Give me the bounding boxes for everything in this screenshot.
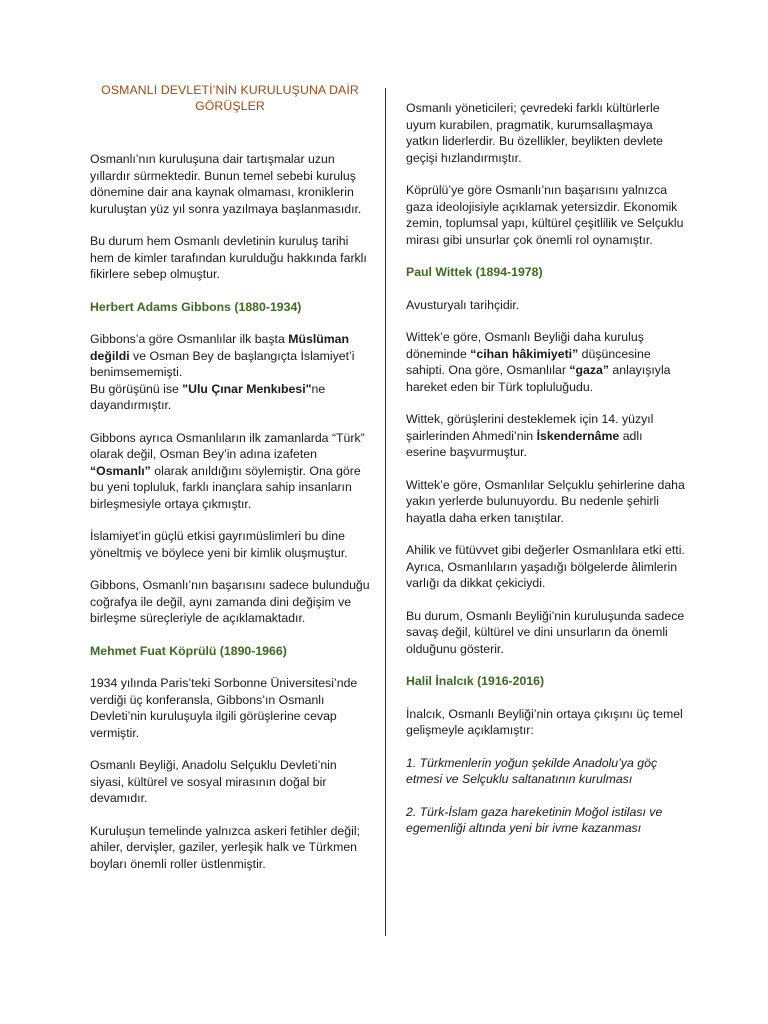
bold-run: İskendernâme bbox=[536, 428, 620, 443]
koprulu-paragraph-1: 1934 yılında Paris’teki Sorbonne Üniversitesi’nde verdiği üç konferansla, Gibbons’ın Osmanlı Devleti’nin kuruluşuyla ilgili görüşlerine cevap vermiştir. bbox=[90, 676, 358, 740]
text-run: ne dayandırmıştır. bbox=[90, 381, 326, 412]
wittek-paragraph-4: Wittek’e göre, Osmanlılar Selçuklu şehirlerine daha yakın yerlerde bulunuyordu. Bu nedenle şehirli hayatla daha erken tanıştılar. bbox=[406, 477, 685, 525]
heading-koprulu: Mehmet Fuat Köprülü (1890-1966) bbox=[90, 643, 287, 658]
wittek-paragraph-3 bbox=[406, 411, 686, 461]
bold-run: “Osmanlı” bbox=[90, 463, 151, 478]
wittek-paragraph-2 bbox=[406, 329, 686, 395]
heading-inalcik: Halil İnalcık (1916-2016) bbox=[406, 674, 545, 688]
inalcik-point-1: 1. Türkmenlerin yoğun şekilde Anadolu’ya göç etmesi ve Selçuklu saltanatının kurulması bbox=[406, 755, 658, 786]
text-run: düşüncesine sahipti. Ona göre, Osmanlılar bbox=[406, 346, 651, 377]
text-run: Gibbons ayrıca Osmanlıların ilk zamanlarda “Türk” olarak değil, Osman Bey’in adına izafeten bbox=[90, 430, 365, 461]
wittek-paragraph-5: Ahilik ve fütüvvet gibi değerler Osmanlılara etki etti. Ayrıca, Osmanlıların yaşadığı bölgelerde âlimlerin varlığı da dikkat çekiciydi. bbox=[406, 543, 685, 590]
text-run: adlı eserine başvurmuştur. bbox=[406, 428, 643, 459]
bold-run: “cihan hâkimiyeti” bbox=[470, 346, 579, 361]
koprulu-paragraph-2: Osmanlı Beyliği, Anadolu Selçuklu Devleti’nin siyasi, kültürel ve sosyal mirasının doğal bir devamıdır. bbox=[90, 758, 337, 805]
bold-run: Müslüman değildi bbox=[90, 332, 350, 363]
intro-paragraph-1: Osmanlı’nın kuruluşuna dair tartışmalar uzun yıllardır sürmektedir. Bunun temel sebebi kuruluş dönemine dair ana kaynak olmaması, kroniklerin kuruluştan yüz yıl sonra yazılmaya başlanmasıdır. bbox=[90, 152, 362, 216]
left-column bbox=[90, 82, 370, 888]
koprulu-paragraph-4: Osmanlı yöneticileri; çevredeki farklı kültürlerle uyum kurabilen, pragmatik, kurumsallaşmaya yatkın liderlerdir. Bu özellikler, beylikten devlete geçişi hızlandırmıştır. bbox=[406, 101, 663, 165]
text-run: Wittek’e göre, Osmanlı Beyliği daha kuruluş döneminde bbox=[406, 330, 644, 361]
title-line-2: GÖRÜŞLER bbox=[195, 99, 265, 113]
gibbons-paragraph-2 bbox=[90, 430, 370, 513]
bold-run: "Ulu Çınar Menkıbesi" bbox=[182, 381, 312, 396]
document-title bbox=[90, 82, 370, 114]
text-run: anlayışıyla hareket eden bir Türk topluluğudu. bbox=[406, 363, 671, 394]
text-run: Gibbons’a göre Osmanlılar ilk başta bbox=[90, 332, 289, 346]
heading-wittek: Paul Wittek (1894-1978) bbox=[406, 265, 543, 279]
right-column bbox=[406, 100, 686, 853]
text-run: Wittek, görüşlerini desteklemek için 14. yüzyıl şairlerinden Ahmedi’nin bbox=[406, 412, 654, 443]
column-divider bbox=[385, 88, 386, 936]
bold-run: “gaza” bbox=[569, 363, 609, 377]
koprulu-paragraph-5: Köprülü’ye göre Osmanlı’nın başarısını yalnızca gaza ideolojisiyle açıklamak yetersizdir. Ekonomik zemin, toplumsal yapı, kültürel çeşitlilik ve Selçuklu mirası gibi unsurlar çok önemli rol oynamıştır. bbox=[406, 183, 684, 247]
koprulu-paragraph-3: Kuruluşun temelinde yalnızca askeri fetihler değil; ahiler, dervişler, gaziler, yerleşik halk ve Türkmen boyları önemli roller üstlenmiştir. bbox=[90, 823, 360, 871]
text-run: olarak anıldığını söylemiştir. Ona göre bu yeni topluluk, farklı inançlara sahip insanların birleşmesiyle ortaya çıkmıştır. bbox=[90, 463, 361, 511]
intro-paragraph-2: Bu durum hem Osmanlı devletinin kuruluş tarihi hem de kimler tarafından kurulduğu hakkında farklı fikirlere sebep olmuştur. bbox=[90, 234, 367, 281]
wittek-paragraph-1: Avusturyalı tarihçidir. bbox=[406, 297, 520, 312]
wittek-paragraph-6: Bu durum, Osmanlı Beyliği’nin kuruluşunda sadece savaş değil, kültürel ve dini unsurların da önemli olduğunu gösterir. bbox=[406, 608, 685, 656]
inalcik-paragraph-1: İnalcık, Osmanlı Beyliği’nin ortaya çıkışını üç temel gelişmeyle açıklamıştır: bbox=[406, 706, 683, 737]
gibbons-paragraph-1 bbox=[90, 331, 370, 414]
title-line-1: OSMANLI DEVLETİ’NİN KURULUŞUNA DAİR bbox=[101, 83, 359, 97]
heading-gibbons: Herbert Adams Gibbons (1880-1934) bbox=[90, 299, 302, 314]
inalcik-point-2: 2. Türk-İslam gaza hareketinin Moğol istilası ve egemenliği altında yeni bir ivme kazanması bbox=[406, 804, 663, 835]
gibbons-paragraph-3: İslamiyet’in güçlü etkisi gayrımüslimleri bu dine yöneltmiş ve böylece yeni bir kimlik oluşmuştur. bbox=[90, 529, 348, 560]
text-run: Bu görüşünü ise bbox=[90, 381, 183, 396]
gibbons-paragraph-4: Gibbons, Osmanlı’nın başarısını sadece bulunduğu coğrafya ile değil, aynı zamanda dini değişim ve birleşme süreçleriyle de açıklamaktadır. bbox=[90, 578, 370, 625]
text-run: ve Osman Bey de başlangıçta İslamiyet’i benimsememişti. bbox=[90, 348, 355, 379]
